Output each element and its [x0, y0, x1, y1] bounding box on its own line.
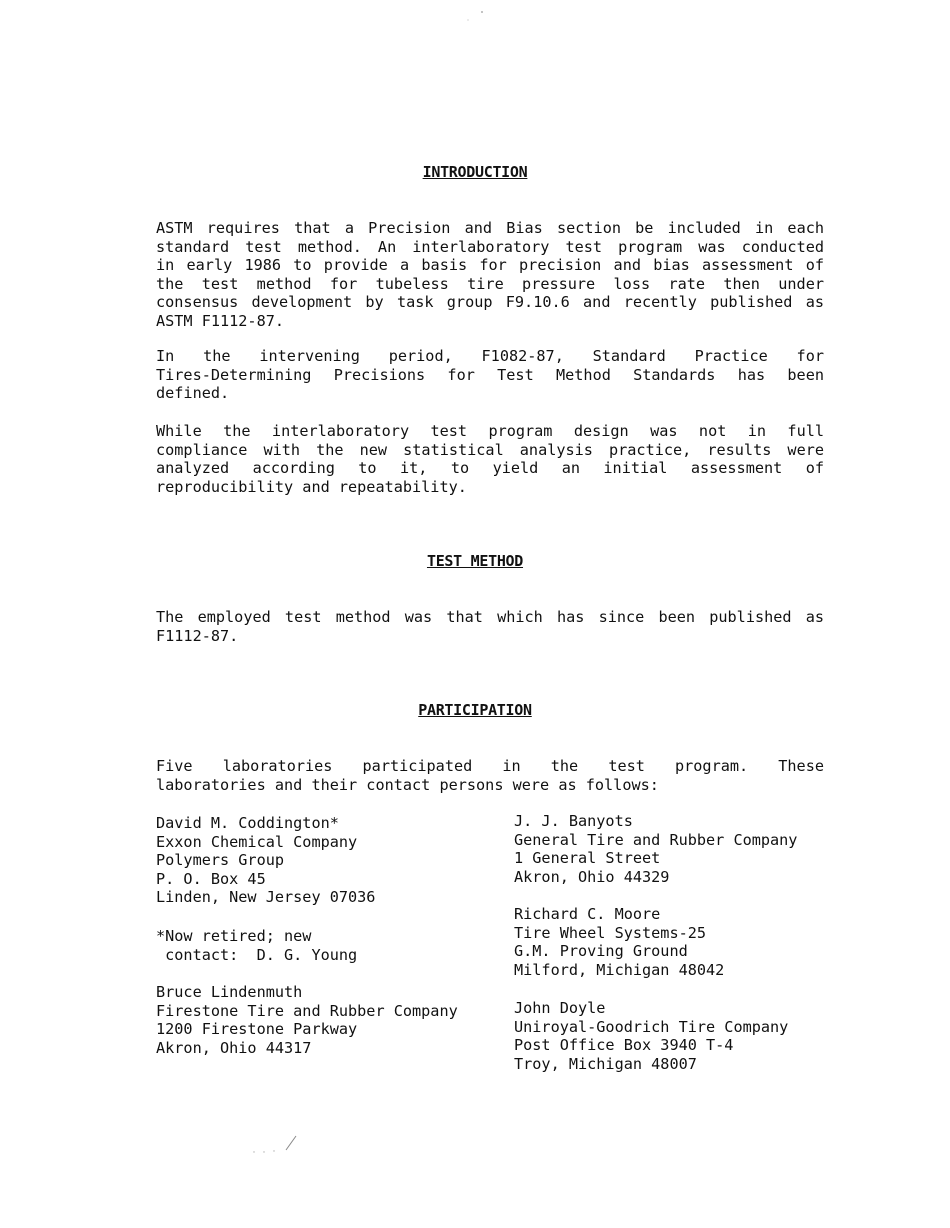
contact-line: Polymers Group [156, 851, 285, 870]
contact-line: Akron, Ohio 44317 [156, 1038, 312, 1057]
contact-line: Firestone Tire and Rubber Company [156, 1001, 458, 1020]
text-line: in early 1986 to provide a basis for precision and bias assessment of [156, 256, 824, 275]
contact-line: Bruce Lindenmuth [156, 983, 303, 1001]
contact-lindenmuth [156, 983, 458, 1057]
text-line: ASTM F1112-87. [156, 311, 285, 330]
contact-line: General Tire and Rubber Company [514, 830, 798, 849]
contact-line: David M. Coddington* [156, 814, 339, 832]
contact-line: Uniroyal-Goodrich Tire Company [514, 1017, 789, 1036]
introduction-heading: INTRODUCTION [422, 163, 528, 181]
contact-coddington [156, 814, 375, 907]
introduction-paragraph-2 [156, 347, 824, 403]
text-line: defined. [156, 384, 230, 403]
test-method-paragraph [156, 608, 824, 645]
text-line: the test method for tubeless tire pressure loss rate then under [156, 274, 824, 293]
contact-doyle [514, 999, 788, 1073]
contact-line: 1200 Firestone Parkway [156, 1020, 358, 1039]
contact-line: 1 General Street [514, 849, 661, 868]
text-line: reproducibility and repeatability. [156, 477, 467, 496]
participation-intro [156, 757, 824, 794]
text-line: While the interlaboratory test program design was not in full [156, 422, 824, 440]
contact-line: Linden, New Jersey 07036 [156, 888, 376, 907]
test-method-heading: TEST METHOD [426, 552, 524, 570]
contact-line: Tire Wheel Systems-25 [514, 923, 707, 942]
introduction-paragraph-3 [156, 422, 824, 496]
contact-line: *Now retired; new [156, 927, 312, 945]
text-line: Tires-Determining Precisions for Test Method Standards has been [156, 365, 824, 384]
text-line: ASTM requires that a Precision and Bias section be included in each [156, 219, 824, 237]
contact-line: Troy, Michigan 48007 [514, 1054, 697, 1073]
participation-heading: PARTICIPATION [418, 701, 532, 719]
contact-line: Akron, Ohio 44329 [514, 867, 670, 886]
text-line: The employed test method was that which has since been published as [156, 608, 824, 626]
contact-banyots [514, 812, 797, 886]
contact-line: Richard C. Moore [514, 905, 661, 923]
contact-line: John Doyle [514, 999, 606, 1017]
text-line: standard test method. An interlaboratory test program was conducted [156, 237, 824, 256]
text-line: compliance with the new statistical analysis practice, results were [156, 440, 824, 459]
contact-line: contact: D. G. Young [156, 945, 358, 964]
contact-line: Post Office Box 3940 T-4 [514, 1036, 734, 1055]
contact-moore [514, 905, 724, 979]
text-line: consensus development by task group F9.10.6 and recently published as [156, 293, 824, 312]
text-line: Five laboratories participated in the test program. These [156, 757, 824, 775]
contact-line: Exxon Chemical Company [156, 832, 358, 851]
contact-line: Milford, Michigan 48042 [514, 960, 725, 979]
contact-line: P. O. Box 45 [156, 869, 266, 888]
text-line: analyzed according to it, to yield an initial assessment of [156, 459, 824, 478]
introduction-paragraph-1 [156, 219, 824, 331]
text-line: In the intervening period, F1082-87, Standard Practice for [156, 347, 824, 365]
contact-line: G.M. Proving Ground [514, 942, 688, 961]
contact-retirement-note [156, 927, 357, 964]
contact-line: J. J. Banyots [514, 812, 633, 830]
scan-mark-graphic [240, 1128, 310, 1158]
text-line: F1112-87. [156, 626, 239, 645]
scan-mark-graphic [460, 6, 500, 26]
text-line: laboratories and their contact persons were as follows: [156, 775, 659, 794]
